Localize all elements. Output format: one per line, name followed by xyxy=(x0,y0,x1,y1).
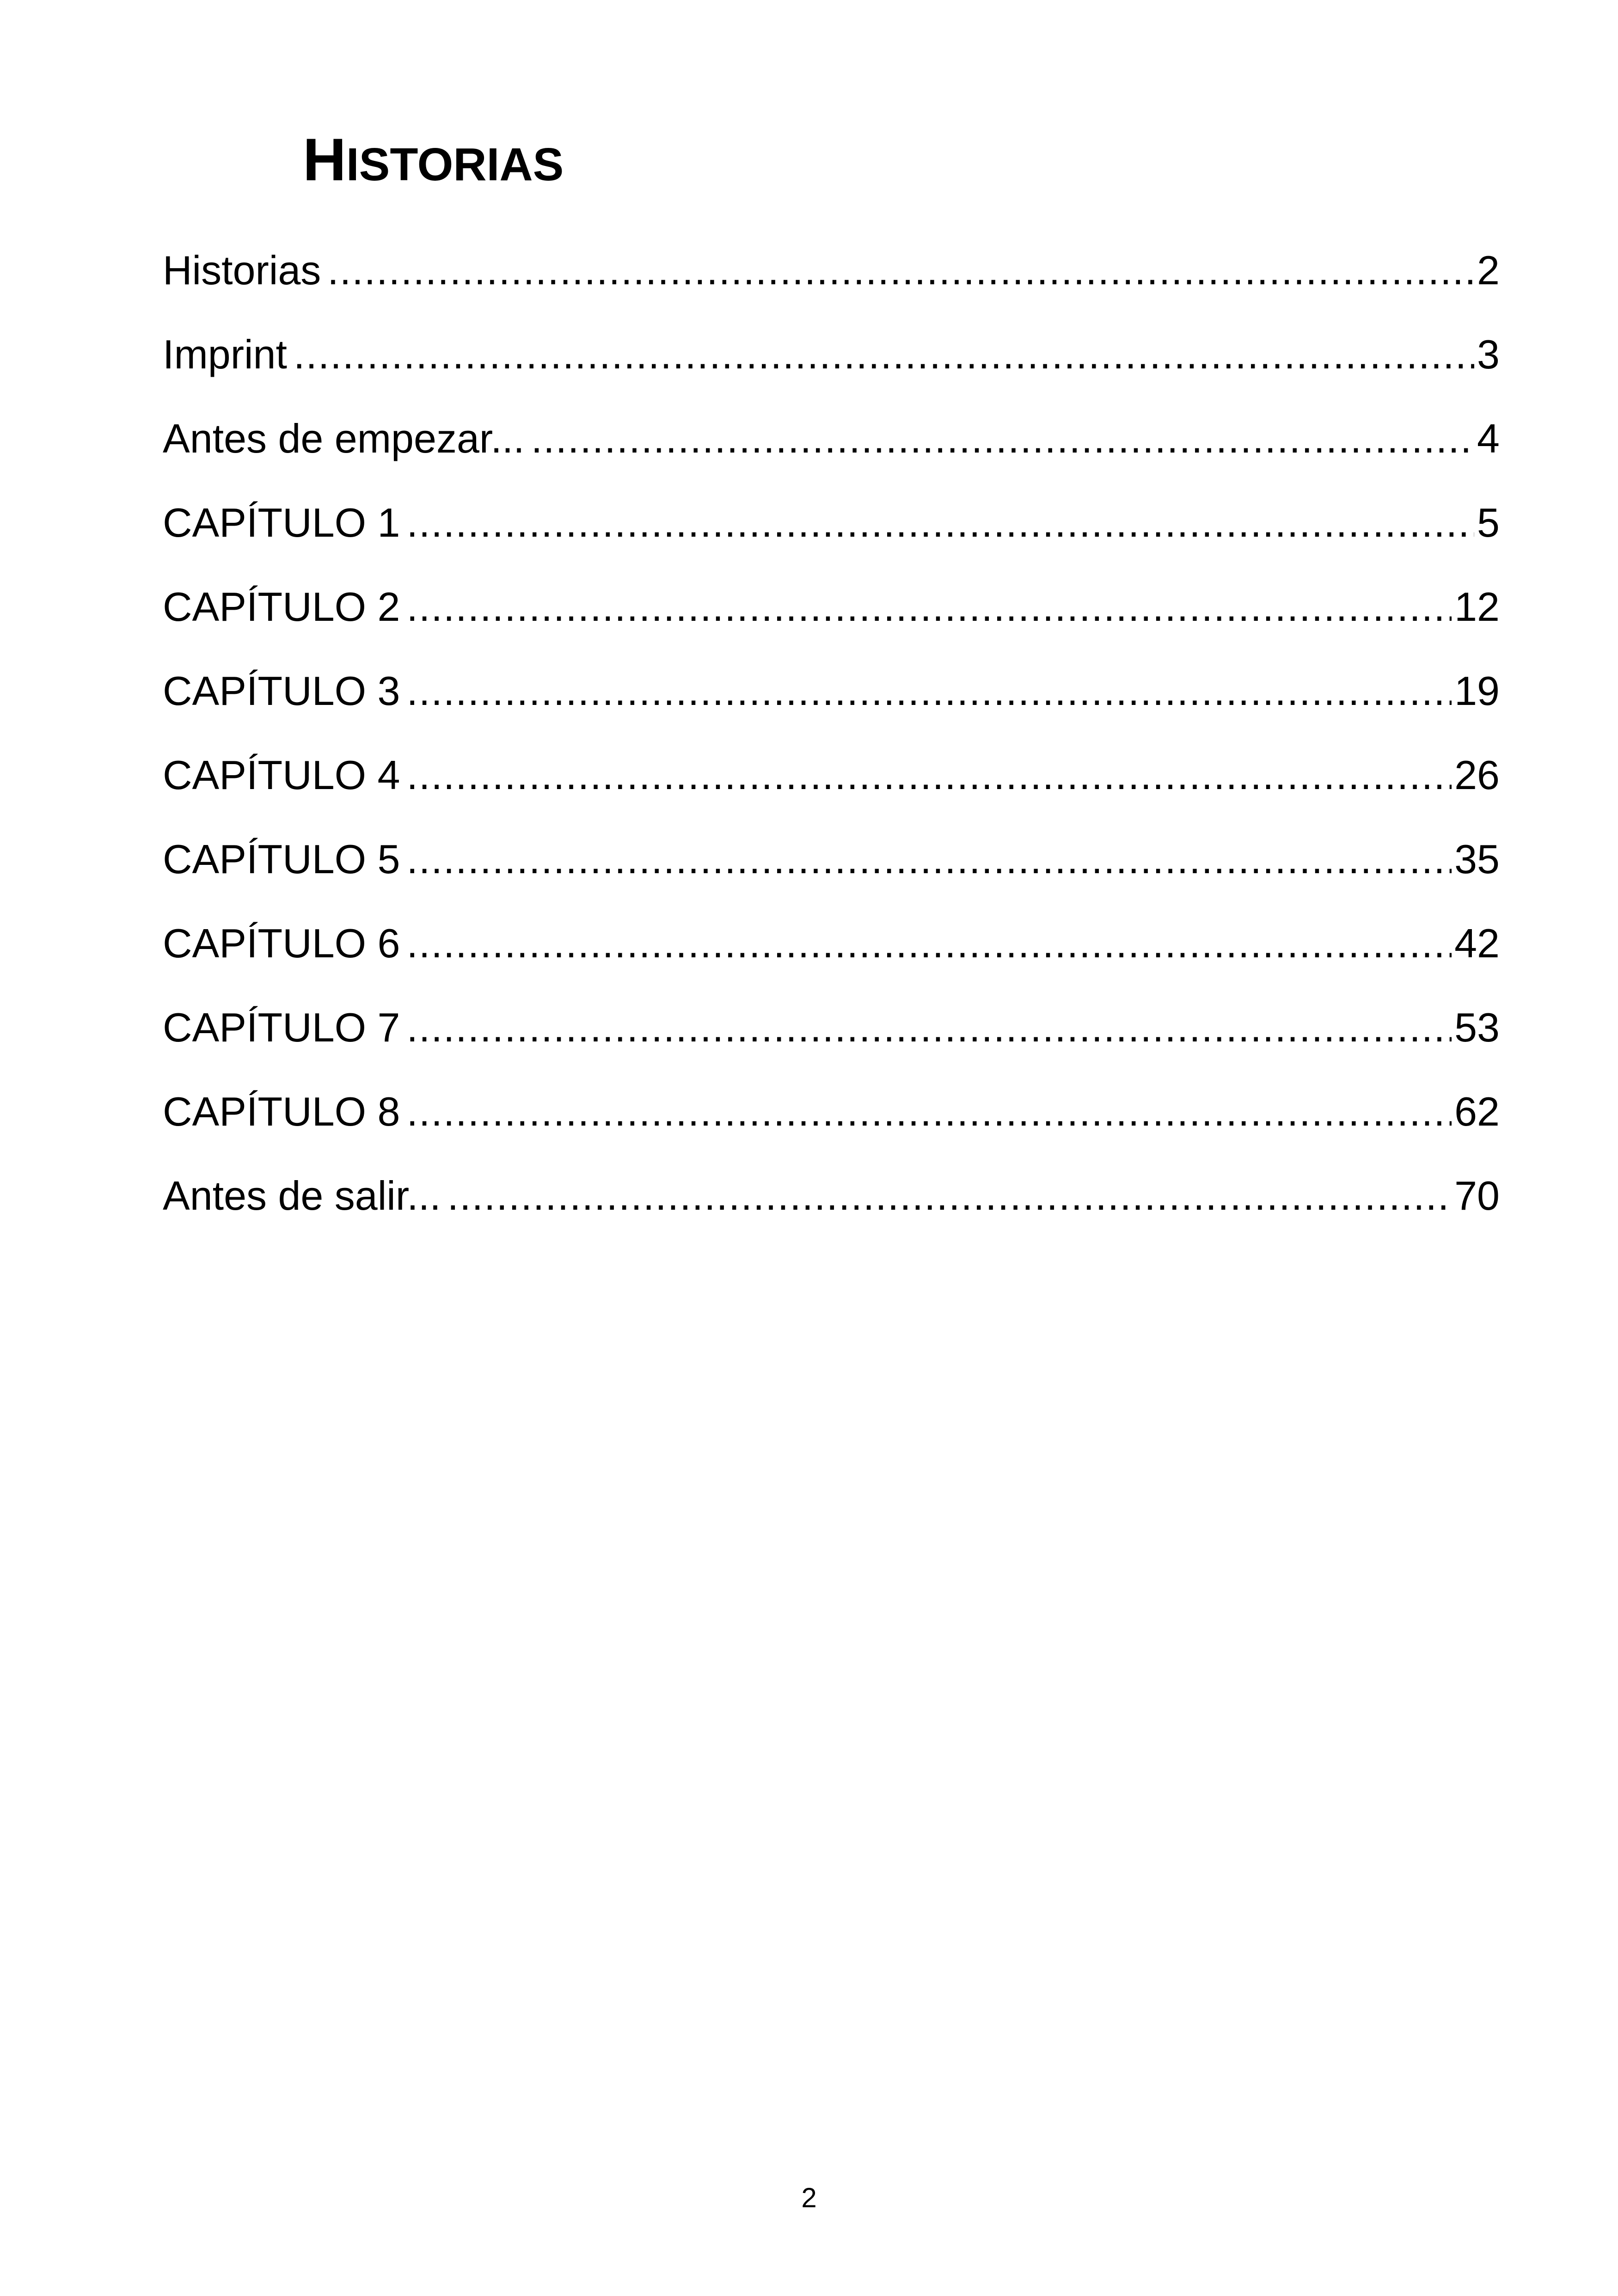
toc-entry[interactable] xyxy=(163,918,1500,1002)
toc-entry-label: CAPÍTULO 8 xyxy=(163,1089,400,1134)
toc-entry-page: 42 xyxy=(1454,920,1500,966)
page-number: 2 xyxy=(801,2182,817,2213)
toc-entry-label: Imprint xyxy=(163,331,287,377)
toc-entry[interactable] xyxy=(163,329,1500,413)
toc-entry-label: CAPÍTULO 7 xyxy=(163,1004,400,1050)
toc-dot-leader xyxy=(406,666,1452,716)
toc-entry-page: 4 xyxy=(1477,416,1500,461)
toc-entry[interactable] xyxy=(163,245,1500,329)
toc-dot-leader xyxy=(406,834,1452,885)
toc-entry[interactable] xyxy=(163,750,1500,834)
toc-entry-page: 53 xyxy=(1454,1004,1500,1050)
toc-dot-leader xyxy=(406,1086,1452,1137)
toc-entry-label: CAPÍTULO 5 xyxy=(163,836,400,882)
toc-dot-leader xyxy=(406,497,1474,548)
toc-entry-label: CAPÍTULO 6 xyxy=(163,920,400,966)
page-title-initial: H xyxy=(303,126,346,193)
toc-entry-label: CAPÍTULO 2 xyxy=(163,584,400,630)
toc-entry[interactable] xyxy=(163,582,1500,666)
toc-dot-leader xyxy=(327,245,1474,296)
toc-entry-page: 62 xyxy=(1454,1089,1500,1134)
toc-dot-leader xyxy=(406,750,1452,801)
toc-entry-label: Antes de salir... xyxy=(163,1173,441,1218)
toc-entry[interactable] xyxy=(163,1086,1500,1170)
page-title-rest: ISTORIAS xyxy=(346,139,564,190)
page-title xyxy=(303,125,564,199)
toc-entry-page: 35 xyxy=(1454,836,1500,882)
toc-entry-page: 19 xyxy=(1454,668,1500,714)
toc-entry-page: 12 xyxy=(1454,584,1500,630)
toc-dot-leader xyxy=(531,413,1474,464)
toc-entry[interactable] xyxy=(163,413,1500,497)
toc-entry[interactable] xyxy=(163,666,1500,750)
toc-dot-leader xyxy=(294,329,1474,380)
toc-entry[interactable] xyxy=(163,497,1500,582)
toc-entry-page: 70 xyxy=(1454,1173,1500,1218)
toc-dot-leader xyxy=(406,582,1452,632)
toc-entry-label: CAPÍTULO 4 xyxy=(163,752,400,798)
toc-entry-page: 3 xyxy=(1477,331,1500,377)
toc-entry-page: 5 xyxy=(1477,500,1500,545)
toc-entry[interactable] xyxy=(163,1170,1500,1255)
toc-entry-label: CAPÍTULO 1 xyxy=(163,500,400,545)
toc-entry-label: CAPÍTULO 3 xyxy=(163,668,400,714)
toc-entry[interactable] xyxy=(163,834,1500,918)
table-of-contents xyxy=(163,245,1500,1255)
toc-entry-page: 26 xyxy=(1454,752,1500,798)
toc-dot-leader xyxy=(447,1170,1452,1221)
toc-entry-page: 2 xyxy=(1477,247,1500,293)
toc-entry-label: Historias xyxy=(163,247,321,293)
toc-entry-label: Antes de empezar... xyxy=(163,416,525,461)
toc-entry[interactable] xyxy=(163,1002,1500,1086)
toc-dot-leader xyxy=(406,1002,1452,1053)
toc-dot-leader xyxy=(406,918,1452,969)
